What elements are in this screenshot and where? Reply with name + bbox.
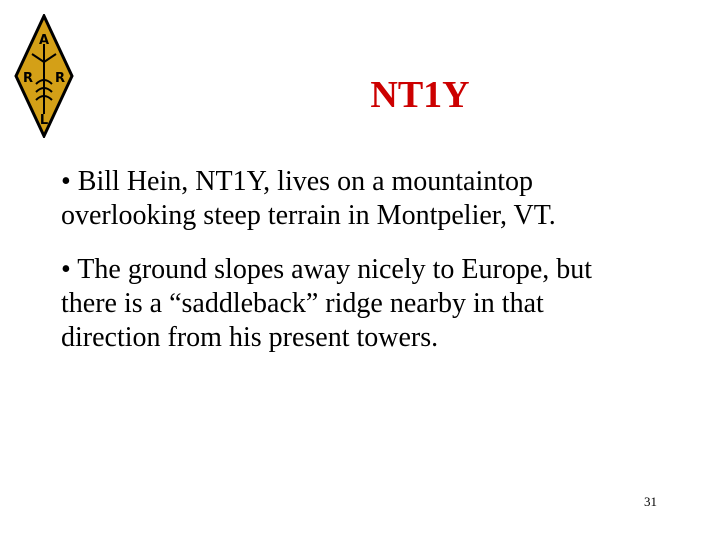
logo-letter-r-left: R bbox=[22, 71, 34, 86]
bullet-item-1 bbox=[61, 165, 701, 233]
bullet-2-line-1: • The ground slopes away nicely to Europe, but bbox=[61, 254, 593, 285]
page-number: 31 bbox=[644, 494, 657, 509]
bullet-2-line-2: there is a “saddleback” ridge nearby in that bbox=[61, 288, 544, 319]
bullet-1-line-2: overlooking steep terrain in Montpelier, VT. bbox=[61, 200, 556, 231]
bullet-1-line-1: • Bill Hein, NT1Y, lives on a mountaintop bbox=[61, 166, 534, 197]
logo-letter-l: L bbox=[39, 113, 49, 128]
bullet-item-2 bbox=[61, 253, 701, 355]
logo-letter-a: A bbox=[38, 33, 50, 48]
slide-title: NT1Y bbox=[370, 74, 470, 116]
arrl-logo-icon bbox=[14, 14, 74, 138]
bullet-2-line-3: direction from his present towers. bbox=[61, 322, 439, 353]
bullet-list bbox=[61, 165, 701, 375]
logo-letter-r-right: R bbox=[54, 71, 66, 86]
